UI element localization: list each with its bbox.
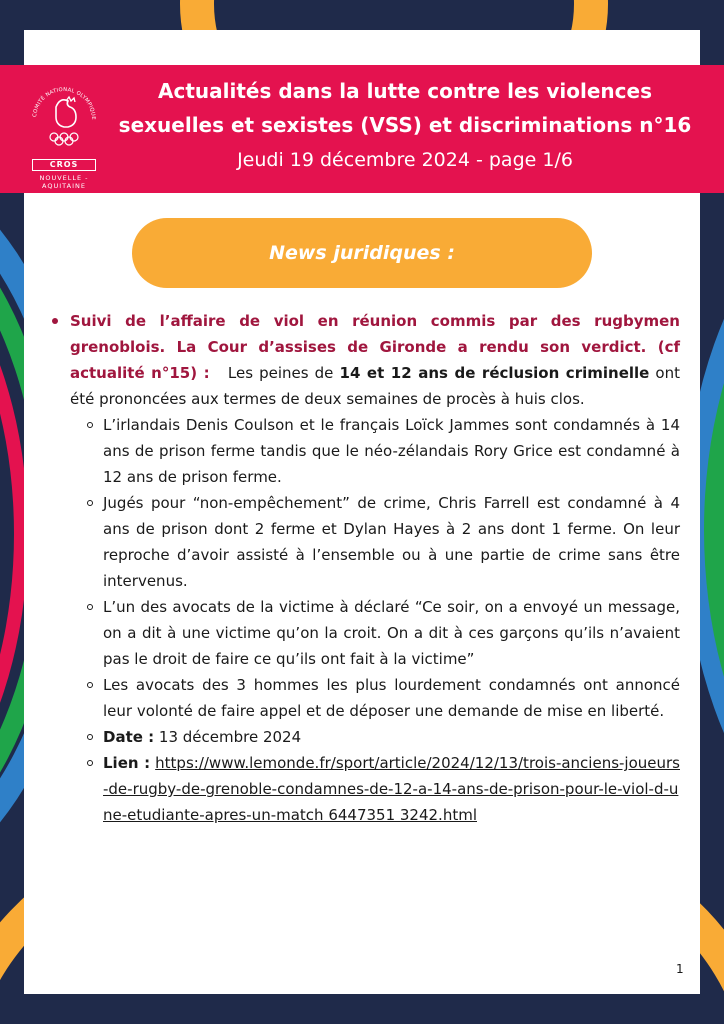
- detail-text: L’irlandais Denis Coulson et le français Loïck Jammes sont condamnés à 14 ans de prison ferme tandis que le néo-zélandais Rory Grice est condamné à 12 ans de prison ferme.: [103, 416, 680, 486]
- bullet-icon: [52, 318, 58, 324]
- circle-bullet-icon: [87, 500, 93, 506]
- svg-text:COMITÉ NATIONAL OLYMPIQUE ET S: [26, 77, 96, 120]
- rooster-olympic-rings-icon: [26, 77, 102, 157]
- cros-logo: [26, 77, 102, 190]
- circle-bullet-icon: [87, 604, 93, 610]
- news-headline: Suivi de l’affaire de viol en réunion commis par des rugbymen grenoblois. La Cour d’assises de Gironde a rendu son verdict. (cf actualité n°15) :: [70, 312, 680, 382]
- date-item: [103, 724, 680, 750]
- circle-bullet-icon: [87, 734, 93, 740]
- link-label: Lien :: [103, 754, 151, 772]
- list-item: [103, 412, 680, 490]
- circle-bullet-icon: [87, 682, 93, 688]
- circle-bullet-icon: [87, 760, 93, 766]
- page-subtitle: Jeudi 19 décembre 2024 - page 1/6: [237, 149, 573, 171]
- news-body-highlight: 14 et 12 ans de réclusion criminelle: [339, 364, 650, 382]
- detail-text: Les avocats des 3 hommes les plus lourdement condamnés ont annoncé leur volonté de faire appel et de déposer une demande de mise en liberté.: [103, 676, 680, 720]
- circle-bullet-icon: [87, 422, 93, 428]
- page-title-line1: Actualités dans la lutte contre les violences: [158, 79, 652, 103]
- article-link[interactable]: https://www.lemonde.fr/sport/article/2024/12/13/trois-anciens-joueurs-de-rugby-de-grenoble-condamnes-de-12-a-14-ans-de-prison-pour-le-viol-d-une-etudiante-apres-un-match 6447351 3242.html: [103, 754, 680, 824]
- green-ring-right: [704, 170, 724, 890]
- page-title-line2: sexuelles et sexistes (VSS) et discriminations n°16: [118, 113, 692, 137]
- logo-org-text: CROS: [32, 159, 96, 171]
- news-body-after: ont été prononcées aux termes de deux semaines de procès à huis clos.: [70, 364, 680, 408]
- detail-text: L’un des avocats de la victime à déclaré “Ce soir, on a envoyé un message, on a dit à une victime qu’on la croit. On a dit à ces garçons qu’ils n’avaient pas le droit de faire ce qu’ils ont fait à la victime”: [103, 598, 680, 668]
- date-value: 13 décembre 2024: [158, 728, 302, 746]
- list-item: [103, 672, 680, 724]
- link-item: [103, 750, 680, 828]
- news-details-list: [46, 412, 680, 828]
- article-content: [46, 308, 680, 828]
- date-label: Date :: [103, 728, 155, 746]
- logo-region-line1: NOUVELLE -: [39, 174, 89, 182]
- list-item: [103, 594, 680, 672]
- page-number: 1: [676, 962, 684, 976]
- logo-arc-text: COMITÉ NATIONAL OLYMPIQUE: [32, 86, 97, 121]
- news-body-before: Les peines de: [227, 364, 334, 382]
- section-title: News juridiques :: [269, 242, 455, 264]
- detail-text: Jugés pour “non-empêchement” de crime, Chris Farrell est condamné à 4 ans de prison dont 2 ferme et Dylan Hayes à 2 ans dont 1 ferme. On leur reproche d’avoir assisté à l’ensemble ou à une partie de crime sans être intervenus.: [103, 494, 680, 590]
- section-title-pill: [132, 218, 592, 288]
- header-banner: [0, 65, 724, 193]
- news-item: [46, 308, 680, 412]
- logo-region-line2: AQUITAINE: [42, 182, 86, 190]
- list-item: [103, 490, 680, 594]
